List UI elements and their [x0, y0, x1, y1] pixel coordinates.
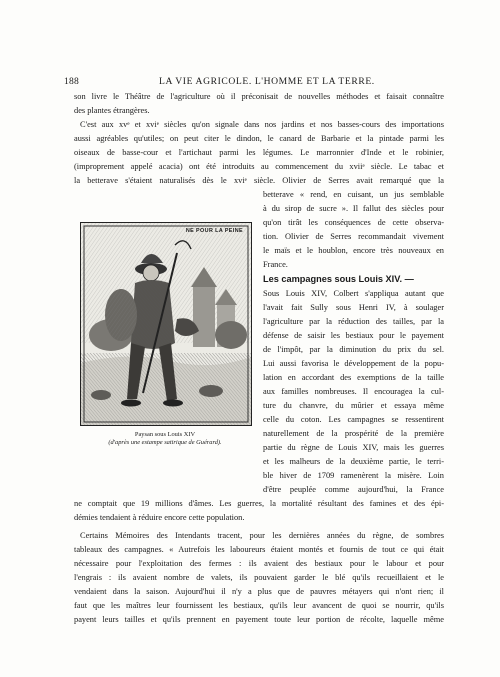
body-line: celle du coton. Les campagnes se ressentirent [263, 415, 444, 424]
figure-caption: Paysan sous Louis XIV [134, 431, 196, 438]
body-line: tion. Olivier de Serres recommandait vivement [263, 232, 444, 241]
running-title: LA VIE AGRICOLE. L'HOMME ET LA TERRE. [159, 76, 375, 87]
body-line: oiseaux de basse-cour et l'artichaut parmi les légumes. Le marronnier d'Inde et le robinier, [74, 148, 444, 157]
body-line: naturellement de la prospérité de la première [263, 429, 444, 438]
body-line: partie du règne de Louis XIV, mais les guerres [263, 443, 444, 452]
body-line: faut que les maîtres leur fournissent les bestiaux, qu'ils leur avancent de quoi se nourrir, qu'ils [74, 601, 444, 610]
body-line: le maïs et le houblon, encore très nouveaux en [263, 246, 444, 255]
figure-inset-label: NE POUR LA PEINE [185, 228, 243, 234]
body-line: d'être peuplée comme aujourd'hui, la France [263, 485, 444, 494]
body-line: à du sirop de sucre ». Il fallut des siècles pour [263, 204, 444, 213]
body-line: défense de saisir les bestiaux pour le payement [263, 331, 444, 340]
body-line: betterave « rend, en cuisant, un jus semblable [263, 190, 444, 199]
body-line: et les malheurs de la deuxième partie, le terri- [263, 457, 444, 466]
body-line: France. [263, 260, 288, 269]
body-line: l'engrais : ils avaient nombre de valets, ils pouvaient garder le blé qu'ils recueillaient et le [74, 573, 444, 582]
section-heading: Les campagnes sous Louis XIV. — [263, 274, 414, 284]
body-line: vendaient dans la saison. Aujourd'hui il n'y a plus que de pauvres métayers qui n'ont rien; il [74, 587, 444, 596]
body-line: Sous Louis XIV, Colbert s'appliqua autant que [263, 289, 444, 298]
body-line: la betterave s'étaient naturalisés dès le xviᵉ siècle. Olivier de Serres avait remarqué que la [74, 176, 444, 185]
body-line: de l'impôt, par la diminution du prix du sel. [263, 345, 444, 354]
body-line: son livre le Théâtre de l'agriculture où il préconisait de nouvelles méthodes et faisait connaître [74, 92, 444, 101]
running-header [64, 76, 440, 90]
body-line: démies tendaient à réduire encore cette population. [74, 513, 245, 522]
body-line: l'agriculture par la réduction des tailles, par la [263, 317, 444, 326]
body-line: lation en accordant des exemptions de la taille [263, 373, 444, 382]
peasant-engraving-image [81, 223, 251, 425]
body-line: tableaux des campagnes. « Autrefois les laboureurs étaient montés et fournis de tout ce qui était [74, 545, 444, 554]
body-line: aussi agréables qu'utiles; on peut citer le dindon, le canard de Barbarie et la pintade parmi les [74, 134, 444, 143]
body-line: aux familles nombreuses. Il encouragea la cul- [263, 387, 444, 396]
body-line: (improprement appelé acacia) ont été introduits au commencement du xviiᵉ siècle. Le tabac et [74, 162, 444, 171]
body-line: des plantes étrangères. [74, 106, 150, 115]
figure-caption-source: (d'après une estampe satirique de Guérard). [108, 439, 222, 446]
body-line: ne comptait que 19 millions d'âmes. Les guerres, la mortalité résultant des famines et des épi- [74, 499, 444, 508]
engraving-illustration [80, 222, 252, 426]
body-line: payent leurs tailles et qu'ils prennent en payement toute leur portion de récolte, laquelle même [74, 615, 444, 624]
page-number: 188 [64, 76, 79, 87]
body-line: Certains Mémoires des Intendants tracent, pour les dernières années du règne, de sombres [80, 531, 444, 540]
body-line: nécessaire pour l'exploitation des fermes : ils avaient des bestiaux pour le labour et pour [74, 559, 444, 568]
body-line: ture du chanvre, du mûrier et essaya même [263, 401, 444, 410]
body-line: Lui aussi favorisa le développement de la popu- [263, 359, 444, 368]
body-line: qu'on tirât les conséquences de cette observa- [263, 218, 444, 227]
body-line: ble hiver de 1709 ramenèrent la misère. Loin [263, 471, 444, 480]
body-line: l'avait fait Sully sous Henri IV, à soulager [263, 303, 444, 312]
body-line: C'est aux xvᵉ et xviᵉ siècles qu'on signale dans nos jardins et nos basses-cours des importations [80, 120, 444, 129]
